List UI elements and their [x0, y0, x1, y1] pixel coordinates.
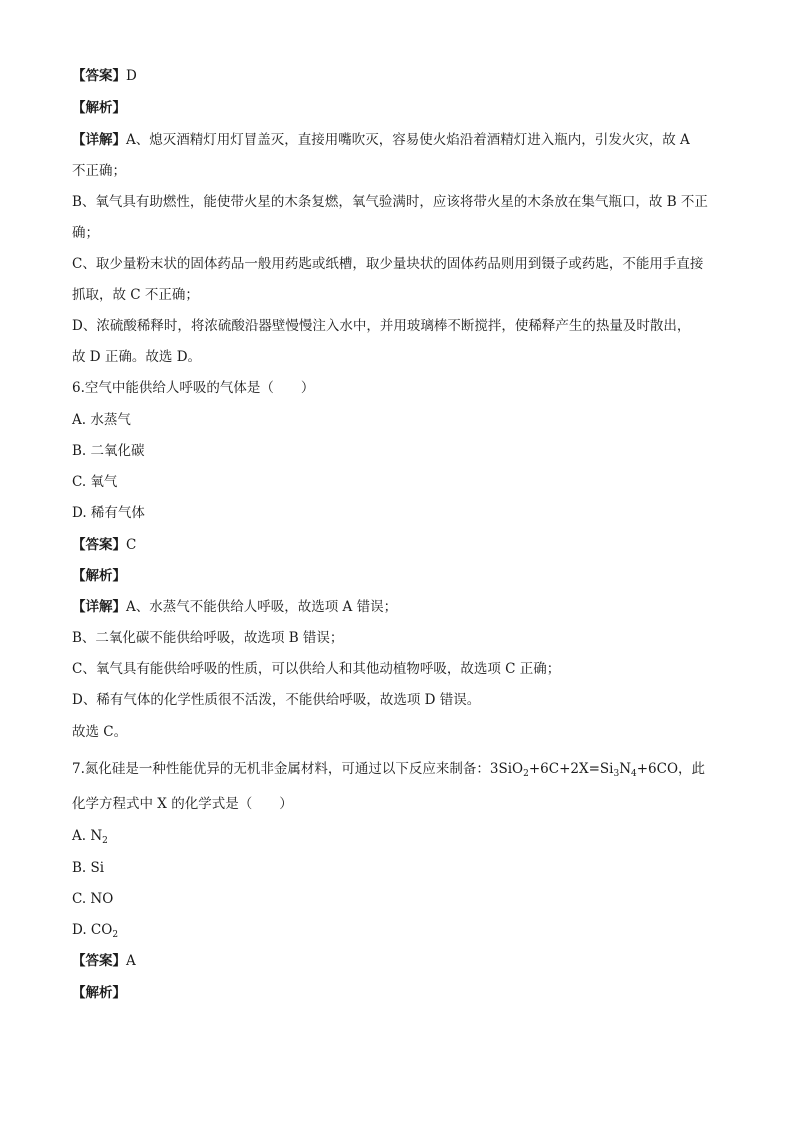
q6-option-c: C. 氧气 — [72, 474, 118, 490]
stem-text: N — [619, 761, 632, 777]
q5-detail-b-line2: 确； — [72, 225, 99, 241]
q7-option-c: C. NO — [72, 891, 114, 907]
subscript: 2 — [523, 769, 529, 779]
detail-tag: 【详解】 — [72, 599, 126, 615]
detail-text: A、水蒸气不能供给人呼吸，故选项 A 错误； — [126, 599, 398, 615]
answer-value: D — [126, 68, 137, 84]
q5-analysis-tag: 【解析】 — [72, 100, 126, 116]
q7-option-b: B. Si — [72, 860, 105, 876]
q6-option-d: D. 稀有气体 — [72, 505, 145, 521]
answer-value: A — [126, 953, 136, 969]
subscript: 2 — [112, 930, 119, 940]
q6-option-a: A. 水蒸气 — [72, 412, 131, 428]
q7-answer-line — [72, 951, 732, 971]
answer-value: C — [126, 537, 137, 553]
q6-detail-c: C、氧气具有能供给呼吸的性质，可以供给人和其他动植物呼吸，故选项 C 正确； — [72, 661, 561, 677]
subscript: 3 — [613, 769, 620, 779]
q7-stem-line2: 化学方程式中 X 的化学式是（ ） — [72, 796, 293, 812]
q5-detail-c-line1: C、取少量粉末状的固体药品一般用药匙或纸槽，取少量块状的固体药品则用到镊子或药匙，不能用手直接 — [72, 256, 704, 272]
detail-text: A、熄灭酒精灯用灯冒盖灭，直接用嘴吹灭，容易使火焰沿着酒精灯进入瓶内，引发火灾，故 A — [126, 132, 690, 148]
q7-stem-line1 — [72, 759, 732, 779]
q6-answer-line — [72, 535, 732, 555]
subscript: 4 — [631, 769, 637, 779]
q6-option-b: B. 二氧化碳 — [72, 443, 145, 459]
stem-text: +6CO，此 — [636, 761, 706, 777]
q6-analysis-tag: 【解析】 — [72, 568, 126, 584]
answer-tag: 【答案】 — [72, 953, 126, 969]
q6-detail-b: B、二氧化碳不能供给呼吸，故选项 B 错误； — [72, 630, 344, 646]
q6-stem: 6.空气中能供给人呼吸的气体是（ ） — [72, 380, 315, 396]
q6-detail-d: D、稀有气体的化学性质很不活泼，不能供给呼吸，故选项 D 错误。 — [72, 692, 481, 708]
q6-detail-a — [72, 597, 732, 617]
q5-detail-b-line1: B、氧气具有助燃性，能使带火星的木条复燃，氧气验满时，应该将带火星的木条放在集气瓶口，故 B 不正 — [72, 194, 708, 210]
answer-tag: 【答案】 — [72, 537, 126, 553]
answer-tag: 【答案】 — [72, 68, 126, 84]
stem-text: +6C+2X=Si — [528, 761, 614, 777]
q5-detail-c-line2: 抓取，故 C 不正确； — [72, 287, 199, 303]
q6-conclusion: 故选 C。 — [72, 724, 128, 740]
q7-option-a — [72, 826, 732, 846]
q7-analysis-tag: 【解析】 — [72, 985, 126, 1001]
option-text: D. CO — [72, 922, 113, 938]
option-text: A. N — [72, 828, 103, 844]
stem-text: 7.氮化硅是一种性能优异的无机非金属材料，可通过以下反应来制备：3SiO — [72, 761, 524, 777]
q5-detail-d-line2: 故 D 正确。故选 D。 — [72, 349, 202, 365]
q5-answer-line — [72, 66, 732, 86]
q5-detail-a-line2: 不正确； — [72, 163, 126, 179]
detail-tag: 【详解】 — [72, 132, 126, 148]
q5-detail-a-line1 — [72, 130, 732, 150]
q5-detail-d-line1: D、浓硫酸稀释时，将浓硫酸沿器壁慢慢注入水中，并用玻璃棒不断搅拌，使稀释产生的热量及时散出， — [72, 318, 691, 334]
subscript: 2 — [102, 836, 108, 846]
q7-option-d — [72, 920, 732, 940]
